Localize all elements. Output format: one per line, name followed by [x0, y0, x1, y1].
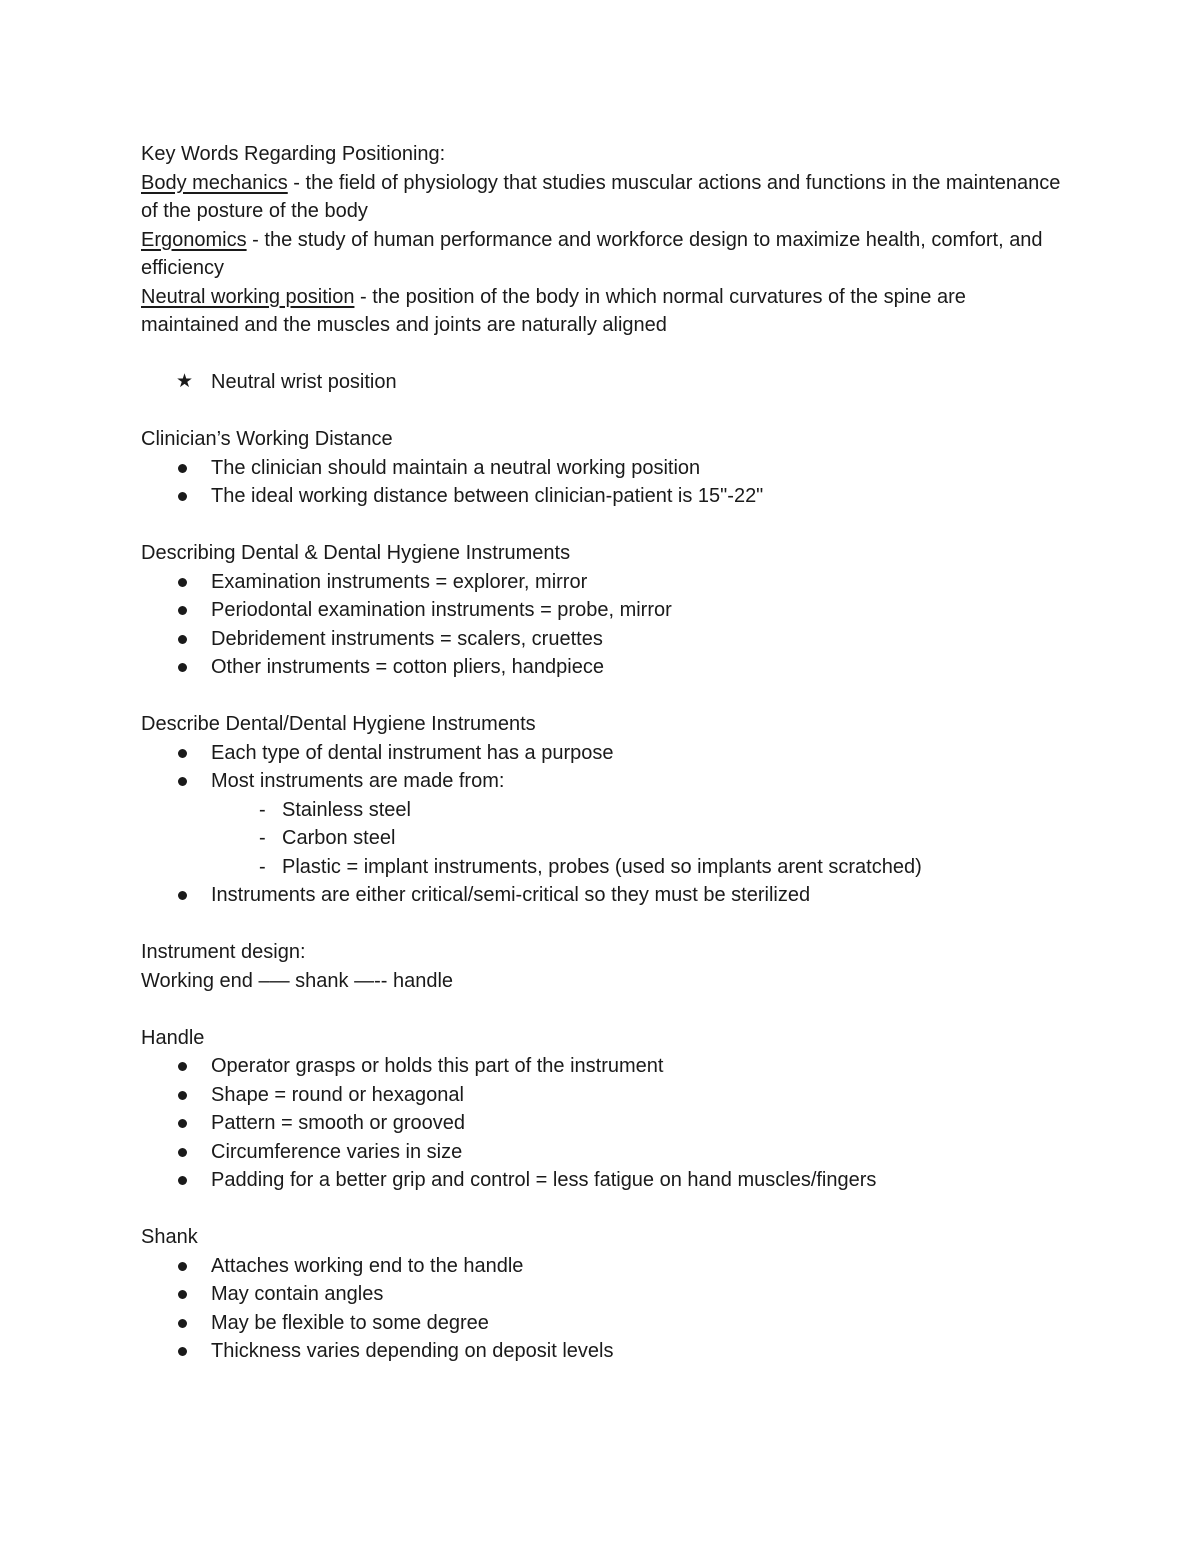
- list-item: [141, 596, 1061, 625]
- dash-icon: -: [259, 827, 266, 849]
- list-item-text: Thickness varies depending on deposit levels: [211, 1340, 614, 1362]
- key-words-heading: Key Words Regarding Positioning:: [141, 143, 446, 165]
- bullet-list: [141, 568, 1061, 682]
- list-item: [141, 767, 1061, 796]
- bullet-icon: [178, 663, 187, 672]
- bullet-list: [141, 1052, 1061, 1195]
- list-item: [141, 1081, 1061, 1110]
- list-item: [141, 625, 1061, 654]
- list-item: [141, 1280, 1061, 1309]
- list-item-text: Most instruments are made from:: [211, 770, 505, 792]
- list-item-text: The ideal working distance between clinician-patient is 15"-22": [211, 485, 764, 507]
- bullet-list: [141, 739, 1061, 796]
- section-heading-handle: Handle: [141, 1026, 205, 1049]
- instrument-design-line: Working end –— shank —-- handle: [141, 969, 454, 992]
- term-body-mechanics: Body mechanics: [141, 171, 288, 194]
- bullet-list: [141, 454, 1061, 511]
- list-item: [141, 1109, 1061, 1138]
- bullet-list: [141, 1252, 1061, 1366]
- list-item: [141, 368, 1061, 397]
- sub-list-item-text: Carbon steel: [282, 827, 396, 849]
- sub-list-item-text: Stainless steel: [282, 798, 411, 821]
- list-item-text: Pattern = smooth or grooved: [211, 1112, 466, 1134]
- list-item-text: Periodontal examination instruments = probe, mirror: [211, 599, 672, 621]
- bullet-icon: [178, 1119, 187, 1128]
- definition-neutral-working-position: [141, 283, 1061, 340]
- section-heading-working-distance: Clinician’s Working Distance: [141, 428, 393, 450]
- sub-list-item: [141, 796, 1061, 825]
- list-item: [141, 1309, 1061, 1338]
- definition-body-mechanics: [141, 169, 1066, 226]
- bullet-icon: [178, 606, 187, 615]
- sub-list-item-text: Plastic = implant instruments, probes (used so implants arent scratched): [282, 855, 922, 878]
- list-item-text: Neutral wrist position: [211, 371, 397, 393]
- section-heading-shank: Shank: [141, 1226, 198, 1248]
- dash-icon: -: [259, 798, 266, 821]
- bullet-icon: [178, 1148, 187, 1157]
- star-list: [141, 368, 1061, 397]
- list-item: [141, 1052, 1061, 1081]
- definition-ergonomics: [141, 226, 1061, 283]
- document-page: [141, 140, 1066, 1366]
- list-item-text: May contain angles: [211, 1283, 384, 1305]
- bullet-icon: [178, 1176, 187, 1185]
- list-item-text: Instruments are either critical/semi-critical so they must be sterilized: [211, 884, 811, 906]
- spacer: [141, 682, 1061, 711]
- list-item-text: Examination instruments = explorer, mirror: [211, 570, 588, 593]
- list-item: [141, 1166, 1061, 1195]
- bullet-icon: [178, 1290, 187, 1299]
- bullet-icon: [178, 1091, 187, 1100]
- bullet-icon: [178, 578, 187, 587]
- section-heading-describing-instruments: Describing Dental & Dental Hygiene Instruments: [141, 542, 571, 564]
- dash-icon: -: [259, 855, 266, 878]
- list-item-text: May be flexible to some degree: [211, 1311, 489, 1334]
- list-item: [141, 1252, 1061, 1281]
- list-item: [141, 739, 1061, 768]
- list-item-text: Padding for a better grip and control = less fatigue on hand muscles/fingers: [211, 1169, 877, 1191]
- bullet-icon: [178, 1319, 187, 1328]
- spacer: [141, 1195, 1061, 1224]
- section-heading-instrument-design: Instrument design:: [141, 941, 306, 963]
- list-item-text: Shape = round or hexagonal: [211, 1083, 464, 1106]
- bullet-list: [141, 881, 1061, 910]
- term-ergonomics: Ergonomics: [141, 228, 247, 251]
- spacer: [141, 910, 1061, 939]
- bullet-icon: [178, 1347, 187, 1356]
- list-item: [141, 881, 1061, 910]
- spacer: [141, 995, 1061, 1024]
- bullet-icon: [178, 492, 187, 501]
- spacer: [141, 340, 1061, 369]
- list-item-text: Attaches working end to the handle: [211, 1254, 524, 1277]
- spacer: [141, 511, 1061, 540]
- list-item: [141, 454, 1061, 483]
- list-item: [141, 1138, 1061, 1167]
- definition-text: - the study of human performance and workforce design to maximize health, comfort, and efficiency: [141, 228, 1049, 279]
- bullet-icon: [178, 1262, 187, 1271]
- star-icon: ★: [176, 371, 194, 392]
- definition-text: - the field of physiology that studies muscular actions and functions in the maintenance of the posture of the body: [141, 171, 1066, 222]
- list-item-text: Operator grasps or holds this part of the instrument: [211, 1055, 664, 1077]
- section-heading-describe-instruments: Describe Dental/Dental Hygiene Instruments: [141, 713, 536, 735]
- bullet-icon: [178, 635, 187, 644]
- list-item: [141, 482, 1061, 511]
- bullet-icon: [178, 891, 187, 900]
- bullet-icon: [178, 464, 187, 473]
- bullet-icon: [178, 1062, 187, 1071]
- list-item-text: Debridement instruments = scalers, cruettes: [211, 627, 603, 650]
- list-item: [141, 1337, 1061, 1366]
- list-item-text: Each type of dental instrument has a purpose: [211, 741, 614, 764]
- bullet-icon: [178, 777, 187, 786]
- sub-list: [141, 796, 1061, 882]
- sub-list-item: [141, 824, 1061, 853]
- list-item-text: Other instruments = cotton pliers, handpiece: [211, 656, 604, 678]
- list-item-text: Circumference varies in size: [211, 1140, 463, 1163]
- list-item: [141, 568, 1061, 597]
- spacer: [141, 397, 1061, 426]
- term-neutral-working-position: Neutral working position: [141, 285, 355, 308]
- bullet-icon: [178, 749, 187, 758]
- sub-list-item: [141, 853, 1061, 882]
- list-item: [141, 653, 1061, 682]
- list-item-text: The clinician should maintain a neutral working position: [211, 456, 701, 479]
- definition-text: - the position of the body in which normal curvatures of the spine are maintained and the muscles and joints are naturally aligned: [141, 285, 972, 336]
